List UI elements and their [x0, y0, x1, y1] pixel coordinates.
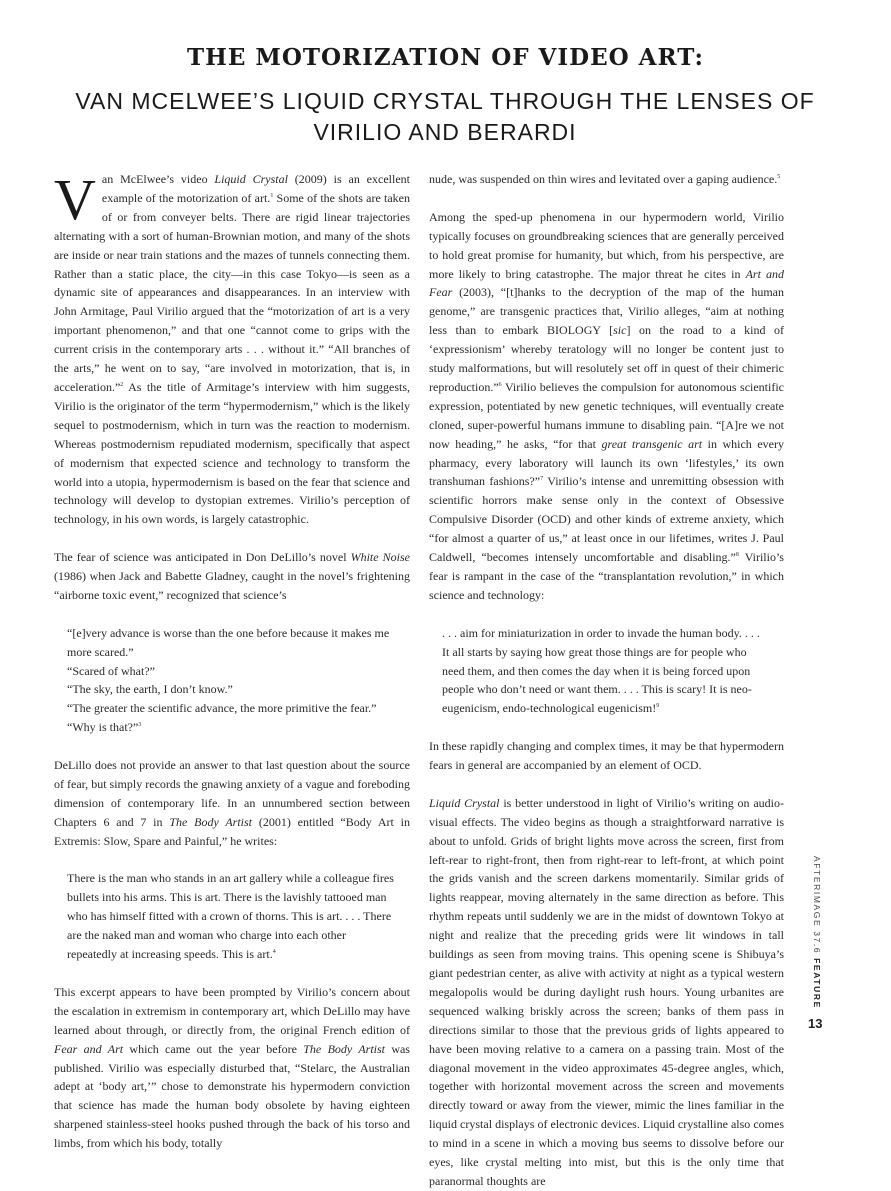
quote-line: “The greater the scientific advance, the more primitive the fear.”: [67, 701, 377, 716]
quote-line: “Scared of what?”: [67, 663, 155, 678]
work-title: Liquid Crystal: [214, 172, 288, 186]
block-quote: [54, 624, 410, 737]
page-number: 13: [808, 1016, 823, 1031]
paragraph: The fear of science was anticipated in Don DeLillo’s novel White Noise (1986) when Jack and Babette Gladney, caught in the novel’s frightening “airborne toxic event,” recognized that science’s: [54, 550, 410, 602]
right-column: [429, 170, 784, 1188]
paragraph: Among the sped-up phenomena in our hypermodern world, Virilio typically focuses on groundbreaking sciences that are generally perceived to hold great promise for humanity, but which, from his perspective, are more likely to bring catastrophe. The major threat he cites in Art and Fear (2003), “[t]hanks to the decryption of the map of the human genome,” are transgenic practices that, Virilio alleges, “aim at nothing less than to embark BIOLOGY [sic] on the road to a kind of ‘expressionism’ whereby teratology will no longer be content just to study malformations, but will resolutely set off in quest of their chimeric reproduction.”$^6$ Virilio believes the compulsion for autonomous scientific expression, potentiated by new genetic techniques, will eventually create cloned, super-powerful humans immune to disabling pain. “[A]re we not now heading,” he asks, “for that great transgenic art in which every pharmacy, every laboratory will launch its own ‘lifestyles,’ its own transhuman fashions?”$^7$ Virilio’s intense and unremitting obsession with scientific horrors make sense only in the context of Obsessive Compulsive Disorder (OCD) and other kinds of extreme anxiety, which “for almost a quarter of us,” at least once in our lifetimes, writes J. Paul Caldwell, “becomes intensely uncomfortable and disabling.”$^8$ Virilio’s fear is rampant in the case of the “transplantation revolution,” in which science and technology:: [429, 209, 784, 602]
work-title: Liquid Crystal: [429, 795, 500, 810]
footnote-ref[interactable]: 3: [138, 722, 142, 729]
sic-note: sic: [613, 323, 627, 338]
quote-line: “The sky, the earth, I don’t know.”: [67, 682, 233, 697]
article-subtitle: VAN MCELWEE’S LIQUID CRYSTAL THROUGH THE LENSES OF VIRILIO AND BERARDI: [75, 88, 815, 145]
block-quote: [429, 624, 784, 719]
section-name: FEATURE: [812, 958, 822, 1009]
footnote-ref[interactable]: 6: [498, 381, 502, 388]
quote-text: There is the man who stands in an art gallery while a colleague fires bullets into his arms. This is art. There is the lavishly tattooed man who has himself fitted with a crown of thorns. This is art. . . . There are the naked man and woman who charge into each other repeatedly at increasing speeds. This is art.$^4$: [67, 871, 394, 962]
article-title: THE MOTORIZATION OF VIDEO ART:: [186, 44, 705, 71]
paragraph: nude, was suspended on thin wires and levitated over a gaping audience.$^5$: [429, 172, 781, 186]
emphasis: great transgenic art: [601, 436, 703, 451]
work-title: Fear and Art: [54, 1041, 124, 1056]
journal-sidebar-label: [812, 856, 822, 1009]
footnote-ref[interactable]: 7: [540, 476, 544, 483]
footnote-ref[interactable]: 9: [656, 703, 660, 710]
paragraph: Van McElwee’s video Liquid Crystal (2009) is an excellent example of the motorization of art.$^1$ Some of the shots are taken of or from conveyer belts. There are rigid linear trajectories alternating with a sort of human-Brownian motion, and many of the shots are inside or near train stations and the mazes of tunnels connecting them. Rather than a static place, the city—in this case Tokyo—is seen as a dynamic site of appearances and disappearances. In an interview with John Armitage, Paul Virilio argued that the “motorization of art is a very important phenomenon,” and that one “cannot come to grips with the current crisis in the contemporary arts . . . without it.” “All branches of the arts,” he went on to say, “are involved in motorization, that is, in acceleration.”$^2$ As the title of Armitage’s interview with him suggests, Virilio is the originator of the term “hypermodernism,” which is the likely sequel to postmodernism, which in turn was the reaction to modernism. Whereas postmodernism repudiated modernism, specifically that aspect of modernism that expected science and technology to transform the world into a utopia, hypermodernism is based on the fear that science and technology will develop to dystopian extremes. Virilio’s perception of technology, in his own words, is largely catastrophic.: [54, 167, 410, 527]
footnote-ref[interactable]: 2: [120, 381, 124, 388]
paragraph: This excerpt appears to have been prompted by Virilio’s concern about the escalation in extremism in contemporary art, which DeLillo may have learned about through, or directly from, the original French edition of Fear and Art which came out the year before The Body Artist was published. Virilio was especially disturbed that, “Stelarc, the Australian adept at ‘body art,’” chose to demonstrate his hypermodern conviction that science has made the human body obsolete by having eighteen sharpened stainless-steel hooks pushed through the back of his torso and limbs, from which his body, totally: [54, 984, 410, 1151]
footnote-ref[interactable]: 5: [777, 174, 781, 180]
journal-name: AFTERIMAGE 37.6: [812, 856, 822, 955]
work-title: The Body Artist: [169, 814, 253, 829]
work-title: The Body Artist: [303, 1041, 385, 1056]
paragraph: DeLillo does not provide an answer to that last question about the source of fear, but simply records the gnawing anxiety of a vague and foreboding dimension of contemporary life. In an unnumbered section between Chapters 6 and 7 in The Body Artist (2001) entitled “Body Art in Extremis: Slow, Spare and Painful,” he writes:: [54, 758, 410, 848]
work-title: Art and Fear: [429, 266, 784, 300]
left-column: [54, 167, 410, 1151]
footnote-ref[interactable]: 8: [735, 552, 739, 559]
quote-text: . . . aim for miniaturization in order to invade the human body. . . . It all starts by saying how great those things are for people who need them, and then comes the day when it is being forced upon people who don’t need or want them. . . . This is scary! It is neo-eugenicism, endo-technological eugenicism!$^9$: [442, 625, 760, 716]
paragraph: Liquid Crystal is better understood in light of Virilio’s writing on audio-visual effects. The video begins as though a straightforward narrative is about to unfold. Grids of bright lights move across the screen, first from left-rear to right-front, then from right-rear to left-front, at which point the grids vanish and the screen darkens momentarily. Similar grids of lights reappear, moving alternately in the same direction as before. This rhythm repeats until suddenly we are in the midst of downtown Tokyo at night and realize that the preceding grids were lit windows in tall buildings as seen from moving trains. This opening scene is Shibuya’s giant pedestrian center, as alive with activity at night as a typical western megalopolis would be during daylight rush hours. Young urbanites are sequenced walking briskly across the screen; banks of them pass in directions similar to those that the previous grids of lights appeared to have been moving relative to a camera on a passing train. Most of the diagonal movement in the video approximates 45-degree angles, which, together with horizontal movement across the screen and movements directly toward or away from the viewer, mimic the lines familiar in the liquid crystal displays of electronic devices. Liquid crystalline also comes to mind in a scene in which a moving bus seems to dissolve before our eyes, like crystal melting into mist, but this is the only time that paranormal thoughts are: [429, 795, 784, 1188]
drop-cap: V: [54, 167, 96, 232]
footnote-ref[interactable]: 1: [270, 192, 274, 199]
quote-line: “Why is that?”$^3$: [67, 720, 142, 735]
footnote-ref[interactable]: 4: [272, 949, 276, 956]
quote-line: “[e]very advance is worse than the one before because it makes me more scared.”: [67, 625, 390, 659]
work-title: White Noise: [350, 550, 410, 565]
paragraph: In these rapidly changing and complex times, it may be that hypermodern fears in general are accompanied by an element of OCD.: [429, 739, 784, 773]
block-quote: [54, 869, 410, 964]
